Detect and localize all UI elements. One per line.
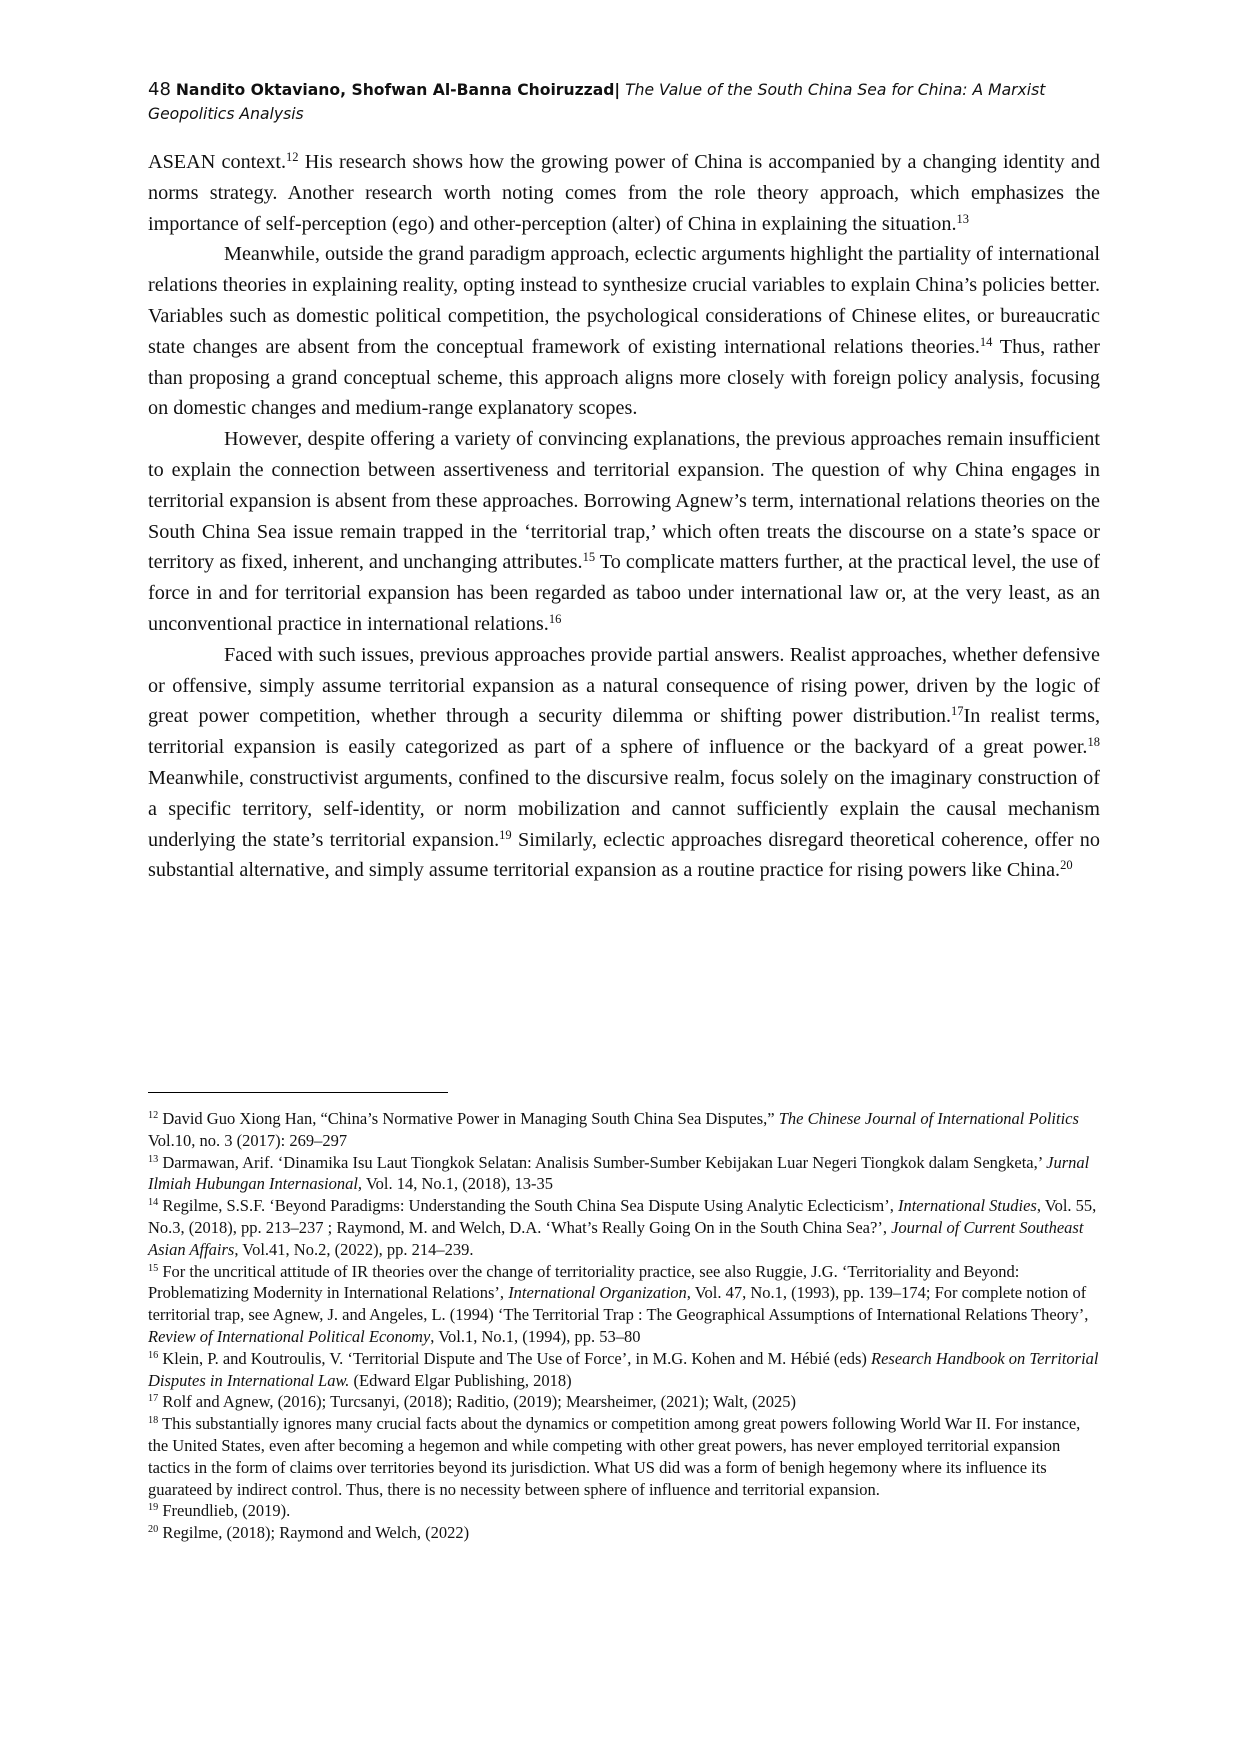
text-run: Klein, P. and Koutroulis, V. ‘Territorial Dispute and The Use of Force’, in M.G. Kohen and M. Hébié (eds) [162,1348,872,1368]
text-run: In realist terms, territorial expansion is easily categorized as part of a sphere of influence or the backyard of a great power. [148,705,1100,759]
text-run: Darmawan, Arif. ‘Dinamika Isu Laut Tiongkok Selatan: Analisis Sumber-Sumber Kebijakan Luar Negeri Tiongkok dalam Sengketa,’ [162,1152,1047,1172]
footnote-number: 15 [148,1262,159,1274]
text-run: Faced with such issues, previous approaches provide partial answers. Realist approaches, whether defensive or offensive, simply assume territorial expansion as a natural consequence of rising power, driven by the logic of great power competition, whether through a security dilemma or shifting power distribution. [148,643,1100,728]
text-run: David Guo Xiong Han, “China’s Normative Power in Managing South China Sea Disputes,” [162,1109,779,1128]
footnote-number: 12 [148,1110,159,1122]
journal-title: International Organization [508,1283,687,1303]
footnote-number: 16 [148,1349,159,1361]
footnote-17 [148,1391,1100,1413]
footnote-number: 14 [148,1197,159,1209]
paragraph-2 [148,239,1100,424]
footnote-number: 20 [148,1524,159,1536]
footnote-ref: 13 [956,211,970,226]
text-run: Similarly, eclectic approaches disregard theoretical coherence, offer no substantial alternative, and simply assume territorial expansion as a routine practice for rising powers like China. [148,828,1100,882]
text-run: Vol. 14, No.1, (2018), 13-35 [362,1174,554,1194]
paragraph-3 [148,424,1100,640]
text-run: Thus, rather than proposing a grand conceptual scheme, this approach aligns more closely with foreign policy analysis, focusing on domestic changes and medium-range explanatory scopes. [148,335,1100,420]
footnote-19 [148,1500,1100,1522]
journal-title: Review of International Political Economy [148,1326,431,1346]
journal-title: Journal of Current Southeast Asian Affairs [148,1217,1084,1259]
footnote-16 [148,1348,1100,1392]
text-run: This substantially ignores many crucial facts about the dynamics or competition among great powers following World War II. For instance, the United States, even after becoming a hegemon and while competing with other great powers, has never employed territorial expansion tactics in the form of claims over territories beyond its jurisdiction. What US did was a form of benigh hegemony where its influence its guarateed by indirect control. Thus, there is no necessity between sphere of influence and territorial expansion. [148,1414,1081,1499]
text-run: Freundlieb, (2019). [162,1501,291,1521]
footnote-number: 19 [148,1502,159,1514]
footnote-ref: 15 [582,550,596,565]
text-run: Meanwhile, constructivist arguments, confined to the discursive realm, focus solely on the imaginary construction of a specific territory, self-identity, or norm mobilization and cannot sufficiently explain the causal mechanism underlying the state’s territorial expansion. [148,766,1100,851]
footnote-ref: 18 [1087,734,1100,749]
footnote-18 [148,1413,1100,1500]
journal-title: International Studies [897,1196,1037,1216]
footnote-number: 17 [148,1393,159,1405]
text-run: Rolf and Agnew, (2016); Turcsanyi, (2018); Raditio, (2019); Mearsheimer, (2021); Walt, (2025) [162,1392,796,1412]
header-authors: Nandito Oktaviano, Shofwan Al-Banna Choiruzzad| [175,81,621,99]
footnotes [148,1108,1100,1544]
page-number: 48 [148,79,171,100]
footnote-14 [148,1195,1100,1260]
header-title: The Value of the South China Sea for China: A Marxist Geopolitics Analysis [148,81,1046,123]
footnote-number: 18 [148,1415,159,1427]
text-run: Regilme, S.S.F. ‘Beyond Paradigms: Understanding the South China Sea Dispute Using Analytic Eclecticism’, [162,1196,898,1216]
text-run: Regilme, (2018); Raymond and Welch, (2022) [162,1523,470,1543]
footnote-ref: 19 [499,827,512,842]
text-run: (Edward Elgar Publishing, 2018) [349,1370,572,1390]
footnote-number: 13 [148,1153,159,1165]
footnote-13 [148,1152,1100,1196]
footnote-ref: 17 [951,704,964,719]
text-run: ASEAN context. [148,151,286,173]
book-title: Research Handbook on Territorial Disputes in International Law. [148,1348,1099,1390]
text-run: , Vol. 55, No.3, (2018), pp. 213–237 ; Raymond, M. and Welch, D.A. ‘What’s Really Going On in the South China Sea?’, [148,1196,1097,1237]
running-header [148,78,1098,126]
body-text [148,147,1100,886]
text-run: Vol.10, no. 3 (2017): 269–297 [148,1130,348,1150]
footnote-ref: 20 [1060,858,1073,873]
text-run: His research shows how the growing power of China is accompanied by a changing identity and norms strategy. Another research worth noting comes from the role theory approach, which emphasizes the importance of self-perception (ego) and other-perception (alter) of China in explaining the situation. [148,151,1100,235]
footnote-ref: 16 [548,611,562,626]
footnote-15 [148,1261,1100,1348]
text-run: For the uncritical attitude of IR theories over the change of territoriality practice, see also Ruggie, J.G. ‘Territoriality and Beyond: Problematizing Modernity in International Relations’, [148,1261,1020,1303]
text-run: , Vol.41, No.2, (2022), pp. 214–239. [234,1239,474,1259]
text-run: However, despite offering a variety of convincing explanations, the previous approaches remain insufficient to explain the connection between assertiveness and territorial expansion. The question of why China engages in territorial expansion is absent from these approaches. Borrowing Agnew’s term, international relations theories on the South China Sea issue remain trapped in the ‘territorial trap,’ which often treats the discourse on a state’s space or territory as fixed, inherent, and unchanging attributes. [148,428,1100,574]
footnote-divider [148,1092,448,1093]
footnote-20 [148,1522,1100,1544]
footnote-12 [148,1108,1100,1152]
text-run: , Vol.1, No.1, (1994), pp. 53–80 [430,1326,641,1346]
paragraph-1 [148,147,1100,239]
footnote-ref: 12 [286,149,299,164]
footnote-ref: 14 [979,334,993,349]
text-run: Meanwhile, outside the grand paradigm approach, eclectic arguments highlight the partiality of international relations theories in explaining reality, opting instead to synthesize crucial variables to explain China’s policies better. Variables such as domestic political competition, the psychological considerations of Chinese elites, or bureaucratic state changes are absent from the conceptual framework of existing international relations theories. [148,243,1100,358]
text-run: To complicate matters further, at the practical level, the use of force in and for territorial expansion has been regarded as taboo under international law or, at the very least, as an unconventional practice in international relations. [148,551,1100,635]
journal-title: Jurnal Ilmiah Hubungan Internasional, [148,1152,1090,1194]
text-run: , Vol. 47, No.1, (1993), pp. 139–174; For complete notion of territorial trap, see Agnew, J. and Angeles, L. (1994) ‘The Territorial Trap : The Geographical Assumptions of International Relations Theory’, [148,1283,1089,1325]
paragraph-4 [148,640,1100,886]
journal-title: The Chinese Journal of International Politics [778,1109,1079,1128]
